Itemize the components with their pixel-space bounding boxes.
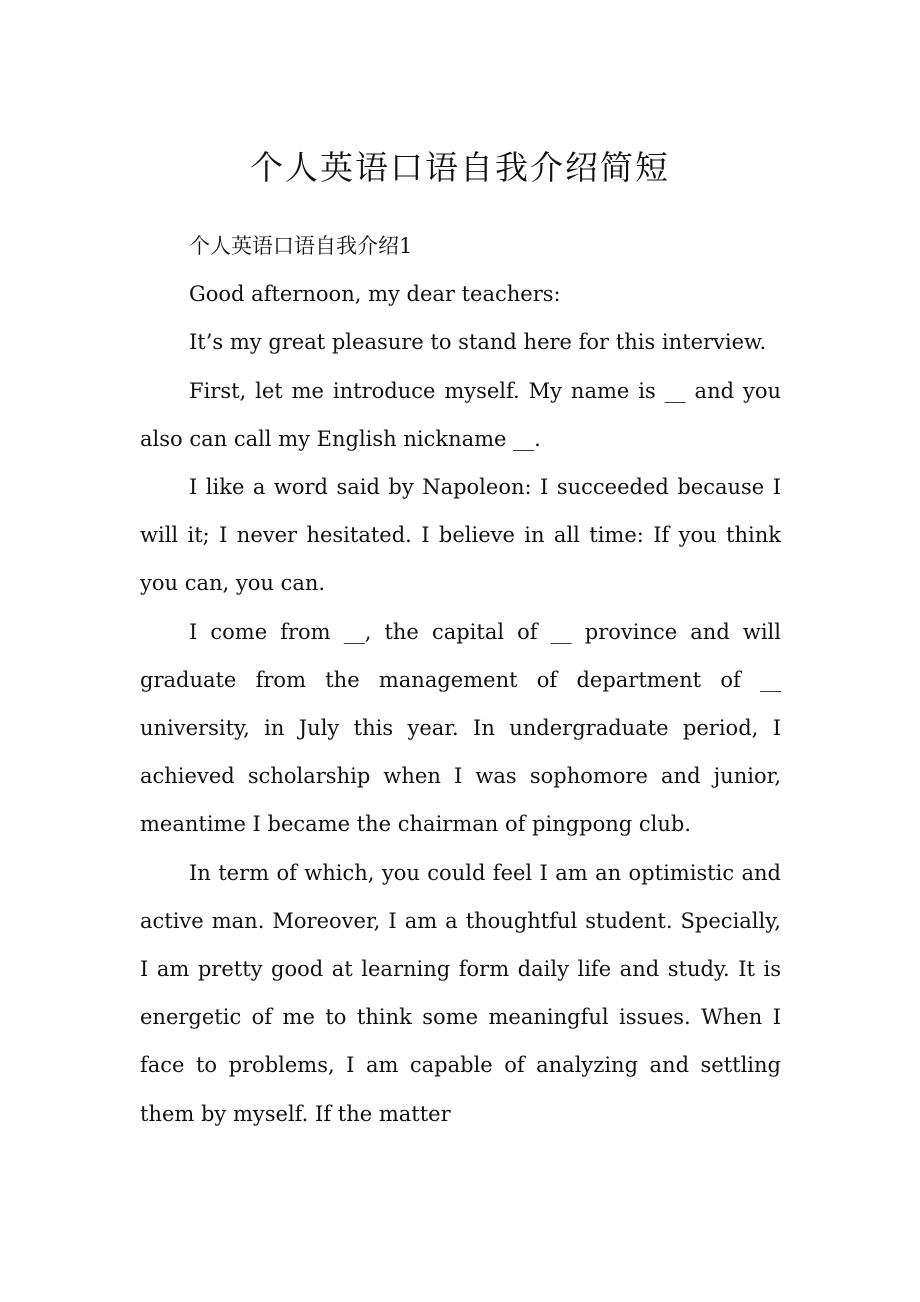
personality-paragraph: In term of which, you could feel I am an optimistic and active man. Moreover, I am a thoughtful student. Specially, I am pretty good at learning form daily life and study. It is energetic of me to think some meaningful issues. When I face to problems, I am capable of analyzing and settling them by myself. If the matter (140, 860, 781, 1126)
document-title: 个人英语口语自我介绍简短 (250, 148, 670, 187)
introduction-paragraph: First, let me introduce myself. My name is __ and you also can call my English nickname __. (140, 378, 781, 451)
document-body (140, 222, 781, 1138)
greeting-paragraph: Good afternoon, my dear teachers: (189, 282, 561, 307)
background-paragraph: I come from __, the capital of __ province and will graduate from the management of department of __ university, in July this year. In undergraduate period, I achieved scholarship when I was sophomore and junior, meantime I became the chairman of pingpong club. (140, 619, 781, 837)
napoleon-quote-paragraph: I like a word said by Napoleon: I succeeded because I will it; I never hesitated. I believe in all time: If you think you can, you can. (140, 475, 781, 596)
pleasure-paragraph: It’s my great pleasure to stand here for this interview. (189, 330, 767, 355)
section-heading: 个人英语口语自我介绍1 (189, 234, 413, 258)
